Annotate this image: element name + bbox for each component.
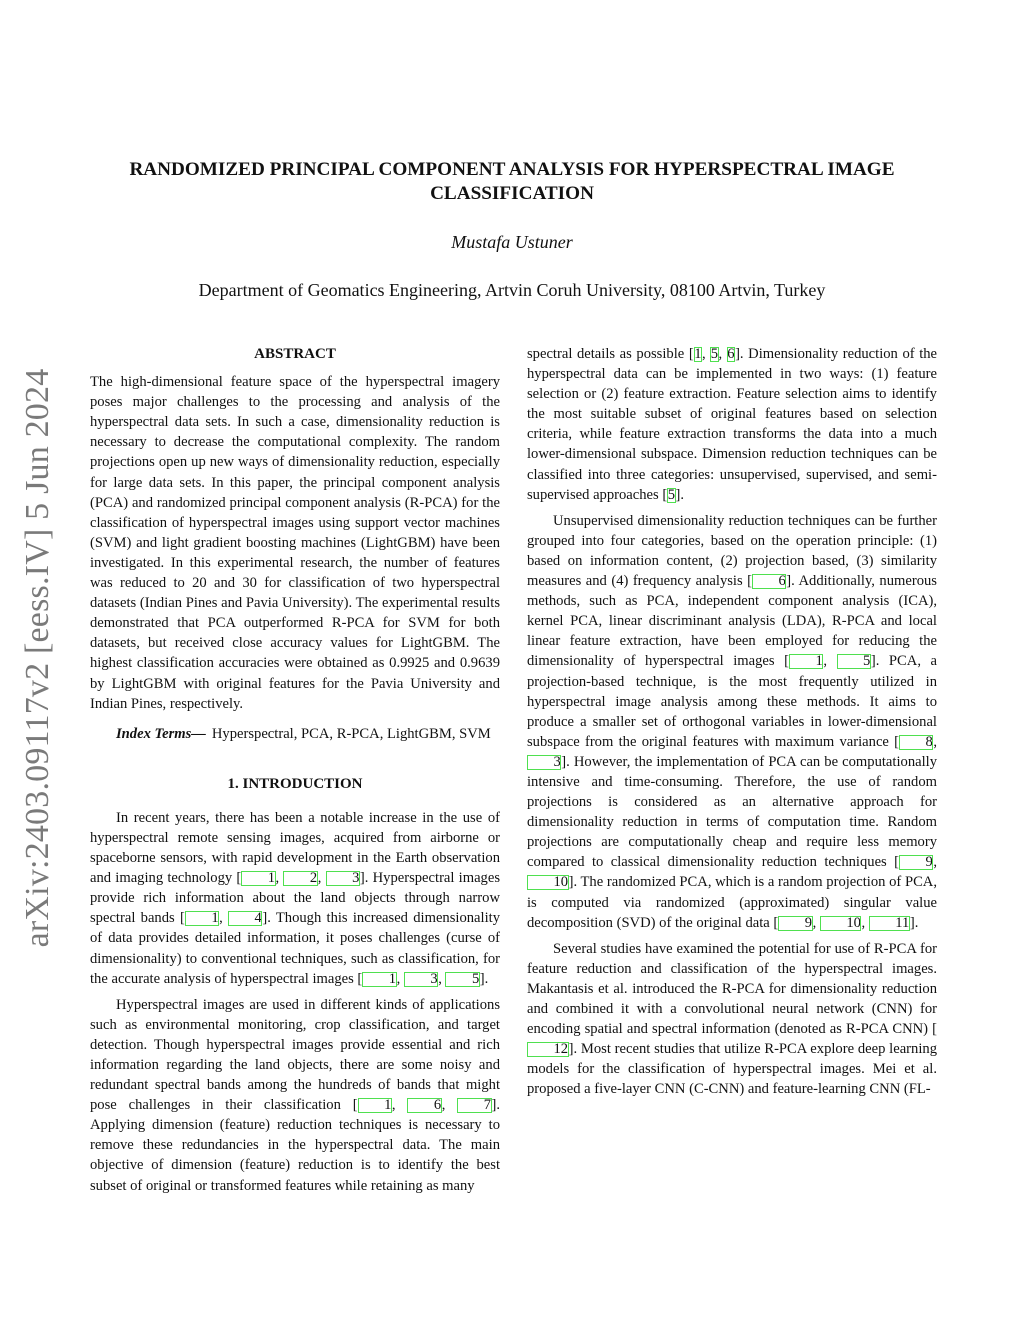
citation-link[interactable]: 5 xyxy=(837,654,871,669)
intro-paragraph-3: Unsupervised dimensionality reduction techniques can be further grouped into four categories, based on the operation principle: (1) based on information content, (2) projection based, (3) similarity measures and (4) frequency analysis [ 6]. Additionally, numerous methods, such as PCA, independent component analysis (ICA), kernel PCA, linear discriminant analysis (LDA), R-PCA and local linear feature extraction, have been employed for reducing the dimensionality of hyperspectral images [ 1, 5]. PCA, a projection-based technique, is the most frequently utilized in hyperspectral image analysis among these methods. It aims to produce a smaller set of orthogonal variables in lower-dimensional subspace from the original features with maximum variance [ 8, 3]. However, the implementation of PCA can be computationally intensive and time-consuming. Therefore, the use of random projections is considered as an alternative approach for dimensionality reduction in terms of computation time. Random projections are computationally cheap and require less memory compared to classical dimensionality reduction techniques [ 9, 10]. The randomized PCA, which is a random projection of PCA, is computed via randomized (approximated) singular value decomposition (SVD) of the original data [ 9, 10, 11]. xyxy=(527,512,938,931)
citation-link[interactable]: 11 xyxy=(869,916,910,931)
citation-link[interactable]: 4 xyxy=(228,911,262,926)
intro-paragraph-2: Hyperspectral images are used in different kinds of applications such as environmental monitoring, crop classification, and target detection. Though hyperspectral images provide essential and rich information regarding the land objects, there are some noisy and redundant spectral bands among the hundreds of bands that might pose challenges in their classification [ 1, 6, 7]. Applying dimension (feature) reduction techniques is necessary to remove these redundancies in the hyperspectral data. The main objective of dimension (feature) reduction is to identify the best subset of original or transformed features while retaining as many xyxy=(90,996,501,1194)
index-terms xyxy=(90,724,500,744)
citation-link[interactable]: 9 xyxy=(899,855,933,870)
left-column xyxy=(90,344,500,1202)
author-affiliation: Department of Geomatics Engineering, Artvin Coruh University, 08100 Artvin, Turkey xyxy=(198,280,826,300)
citation-link[interactable]: 2 xyxy=(283,871,317,886)
citation-link[interactable]: 1 xyxy=(362,972,396,987)
citation-link[interactable]: 3 xyxy=(527,755,561,770)
abstract-heading: ABSTRACT xyxy=(254,346,336,362)
citation-link[interactable]: 6 xyxy=(407,1098,441,1113)
arxiv-identifier-text: arXiv:2403.09117v2 [eess.IV] 5 Jun 2024 xyxy=(19,368,56,947)
intro-paragraph-2-continued: spectral details as possible [1, 5, 6]. Dimensionality reduction of the hyperspectral data can be implemented in two ways: (1) feature selection or (2) feature extraction. Feature selection aims to identify the most suitable subset of original features based on selection criteria, while feature extraction transforms the data into a much lower-dimensional subspace. Dimension reduction techniques can be classified into three categories: unsupervised, supervised, and semi-supervised approaches [5]. xyxy=(527,346,938,503)
citation-link[interactable]: 10 xyxy=(527,875,569,890)
citation-link[interactable]: 3 xyxy=(326,871,360,886)
abstract-text: The high-dimensional feature space of the hyperspectral imagery poses major challenges to the processing and analysis of the hyperspectral data sets. In such a case, dimensionality reduction is necessary to decrease the computational complexity. The random projections open up new ways of dimensionality reduction, especially for large data sets. In this paper, the principal component analysis (PCA) and randomized principal component analysis (R-PCA) for the classification of hyperspectral images using support vector machines (SVM) and light gradient boosting machines (LightGBM) have been investigated. In this experimental research, the number of features was reduced to 20 and 30 for classification of two hyperspectral datasets (Indian Pines and Pavia University). The experimental results demonstrated that PCA outperformed R-PCA for SVM for both datasets, but received close accuracy values for LightGBM. The highest classification accuracies were obtained as 0.9925 and 0.9639 by LightGBM with original features for the Pavia University and Indian Pines, respectively. xyxy=(90,374,500,712)
citation-link[interactable]: 1 xyxy=(185,911,219,926)
citation-link[interactable]: 1 xyxy=(789,654,823,669)
citation-link[interactable]: 1 xyxy=(358,1098,392,1113)
paper-author: Mustafa Ustuner xyxy=(451,232,573,252)
citation-link[interactable]: 6 xyxy=(752,574,786,589)
intro-paragraph-1: In recent years, there has been a notable increase in the use of hyperspectral remote sensing images, acquired from airborne or spaceborne sensors, with rapid development in the Earth observation and imaging technology [ 1, 2, 3]. Hyperspectral images provide rich information about the land objects through narrow spectral bands [ 1, 4]. Though this increased dimensionality of data provides detailed information, it poses challenges (curse of dimensionality) to conventional techniques, such as classification, for the accurate analysis of hyperspectral images [ 1, 3, 5]. xyxy=(90,809,501,987)
index-terms-label: Index Terms— xyxy=(116,725,206,742)
citation-link[interactable]: 7 xyxy=(457,1098,491,1113)
intro-paragraph-4: Several studies have examined the potential for use of R-PCA for feature reduction and classification of the hyperspectral images. Makantasis et al. introduced the R-PCA for dimensionality reduction and combined it with a convolutional neural network (CNN) for encoding spatial and spectral information (denoted as R-PCA CNN) [12]. Most recent studies that utilize R-PCA explore deep learning models for the classification of hyperspectral images. Mei et al. proposed a five-layer CNN (C-CNN) and feature-learning CNN (FL- xyxy=(527,940,937,1098)
citation-link[interactable]: 5 xyxy=(445,972,479,987)
citation-link[interactable]: 8 xyxy=(899,735,933,750)
right-column xyxy=(527,344,937,1105)
citation-link[interactable]: 10 xyxy=(820,916,862,931)
introduction-heading: 1. INTRODUCTION xyxy=(227,775,363,792)
citation-link[interactable]: 5 xyxy=(710,346,719,362)
citation-link[interactable]: 12 xyxy=(527,1042,569,1057)
citation-link[interactable]: 3 xyxy=(404,972,438,987)
citation-link[interactable]: 1 xyxy=(241,871,275,886)
index-terms-text: Hyperspectral, PCA, R-PCA, LightGBM, SVM xyxy=(211,725,491,742)
citation-link[interactable]: 9 xyxy=(778,916,812,931)
citation-link[interactable]: 5 xyxy=(667,486,676,503)
paper-title: RANDOMIZED PRINCIPAL COMPONENT ANALYSIS FOR HYPERSPECTRAL IMAGE CLASSIFICATION xyxy=(129,159,895,204)
arxiv-identifier xyxy=(8,370,68,945)
citation-link[interactable]: 6 xyxy=(727,346,735,362)
citation-link[interactable]: 1 xyxy=(694,346,702,362)
